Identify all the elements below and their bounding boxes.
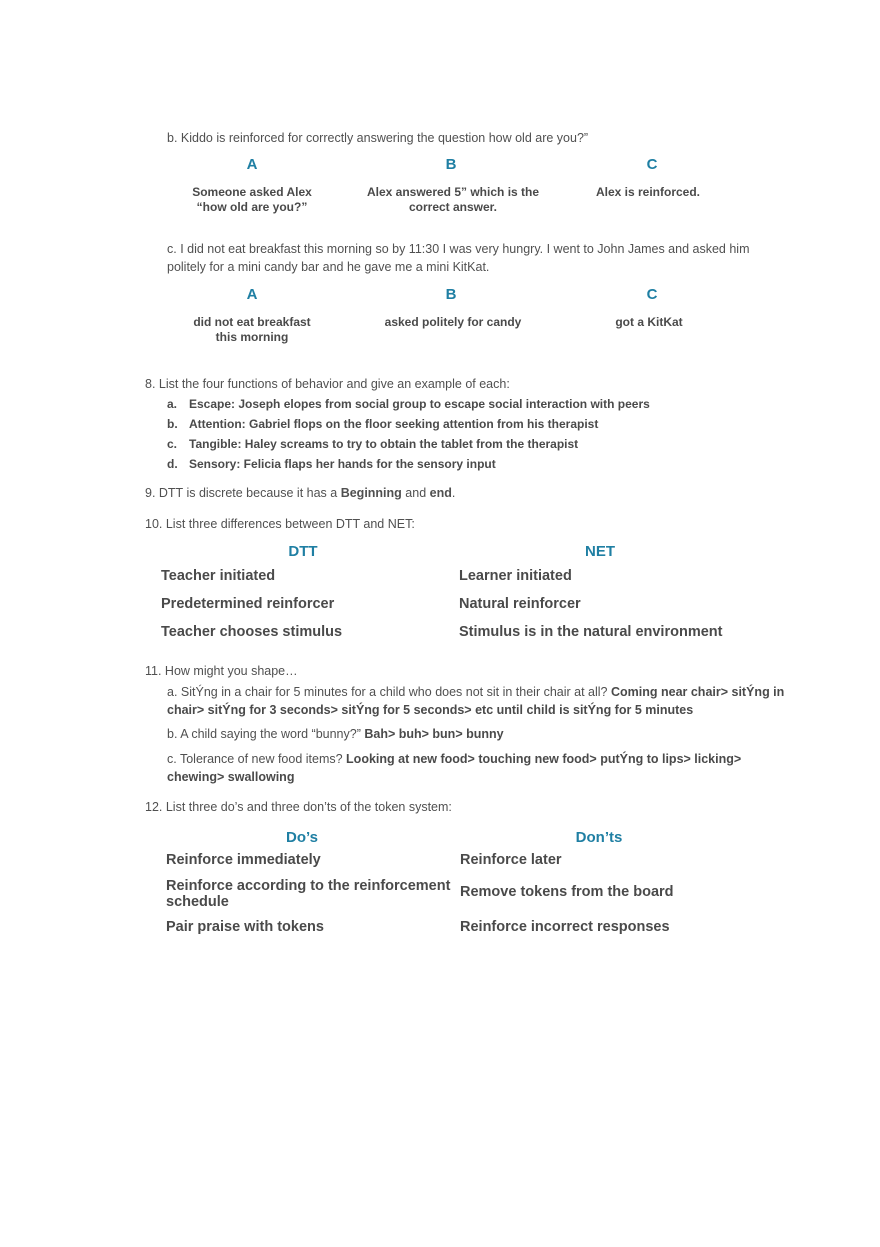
q10-row2-left: Predetermined reinforcer	[161, 596, 335, 612]
q11-c-answer-2: chewing> swallowing	[167, 770, 295, 784]
q10-row3-right: Stimulus is in the natural environment	[459, 624, 723, 640]
item-b-consequence: Alex is reinforced.	[595, 185, 701, 199]
q11-a-prefix: a. SitÝng in a chair for 5 minutes for a child who does not sit in their chair at all?	[167, 685, 611, 699]
item-b-behavior: Alex answered 5” which is the correct answer.	[366, 185, 540, 214]
q8-item-d-text: Sensory: Felicia flaps her hands for the sensory input	[189, 457, 496, 471]
q12-head-donts: Don’ts	[575, 829, 623, 846]
item-c-head-b: B	[445, 286, 457, 303]
q9-word2: end	[429, 486, 452, 500]
q11-c-prefix: c. Tolerance of new food items?	[167, 752, 347, 766]
q12-row3-right: Reinforce incorrect responses	[460, 919, 670, 935]
q10-prompt: 10. List three differences between DTT and NET:	[145, 517, 415, 531]
item-b-prompt: b. Kiddo is reinforced for correctly answering the question how old are you?”	[167, 131, 589, 145]
item-c-prompt-line2: politely for a mini candy bar and he gave me a mini KitKat.	[167, 260, 490, 274]
q11-b	[167, 727, 504, 741]
q12-row1-left: Reinforce immediately	[166, 852, 321, 868]
q8-item-d-letter: d.	[167, 457, 178, 471]
q8-item-c-text: Tangible: Haley screams to try to obtain the tablet from the therapist	[189, 437, 579, 451]
q8-item-c-letter: c.	[167, 437, 178, 451]
q8-prompt: 8. List the four functions of behavior and give an example of each:	[145, 377, 510, 391]
q9-mid: and	[401, 486, 430, 500]
q9-word1: Beginning	[340, 486, 402, 500]
q12-row2-left: Reinforce according to the reinforcement schedule	[166, 878, 451, 910]
q8-item-a-text: Escape: Joseph elopes from social group to escape social interaction with peers	[189, 397, 650, 411]
q11-a-answer-1: Coming near chair> sitÝng in	[610, 685, 785, 699]
q11-b-prefix: b. A child saying the word “bunny?”	[167, 727, 365, 741]
q12-row1-right: Reinforce later	[460, 852, 562, 868]
q10-row3-left: Teacher chooses stimulus	[161, 624, 343, 640]
q10-row1-right: Learner initiated	[459, 568, 572, 584]
q10-row2-right: Natural reinforcer	[459, 596, 581, 612]
q12-row3-left: Pair praise with tokens	[166, 919, 324, 935]
q11-prompt: 11. How might you shape…	[145, 664, 298, 678]
q11-c-line1	[167, 752, 741, 766]
q8-item-b	[167, 417, 598, 431]
q9-suffix: .	[451, 486, 456, 500]
q12-row2-right: Remove tokens from the board	[460, 884, 674, 900]
item-b-head-a: A	[246, 156, 258, 173]
q8-item-b-text: Attention: Gabriel flops on the floor seeking attention from his therapist	[189, 417, 599, 431]
item-b-antecedent: Someone asked Alex “how old are you?”	[192, 185, 312, 214]
q12-head-dos: Do’s	[286, 829, 318, 846]
q10-row1-left: Teacher initiated	[161, 568, 276, 584]
q8-item-b-letter: b.	[167, 417, 178, 431]
q11-a-line1	[167, 685, 784, 699]
q11-a-answer-2: chair> sitÝng for 3 seconds> sitÝng for 5 seconds> etc until child is sitÝng for 5 minutes	[167, 703, 694, 717]
q9-prefix: 9. DTT is discrete because it has a	[145, 486, 341, 500]
q11-c-answer-1: Looking at new food> touching new food> putÝng to lips> licking>	[346, 752, 742, 766]
q10-head-net: NET	[585, 543, 615, 560]
item-c-head-c: C	[646, 286, 658, 303]
item-c-antecedent: did not eat breakfast this morning	[193, 315, 311, 344]
item-c-behavior: asked politely for candy	[384, 315, 522, 329]
item-b-head-c: C	[646, 156, 658, 173]
q10-head-dtt: DTT	[288, 543, 318, 560]
q8-item-a-letter: a.	[167, 397, 178, 411]
q9	[145, 486, 455, 500]
q8-item-c	[167, 437, 578, 451]
q11-b-answer: Bah> buh> bun> bunny	[364, 727, 504, 741]
item-c-consequence: got a KitKat	[615, 315, 683, 329]
item-b-head-b: B	[445, 156, 457, 173]
item-c-head-a: A	[246, 286, 258, 303]
q8-item-a	[167, 397, 650, 411]
item-c-prompt-line1: c. I did not eat breakfast this morning so by 11:30 I was very hungry. I went to John James and asked him	[167, 242, 750, 256]
q12-prompt: 12. List three do’s and three don’ts of the token system:	[145, 800, 452, 814]
q8-item-d	[167, 457, 496, 471]
